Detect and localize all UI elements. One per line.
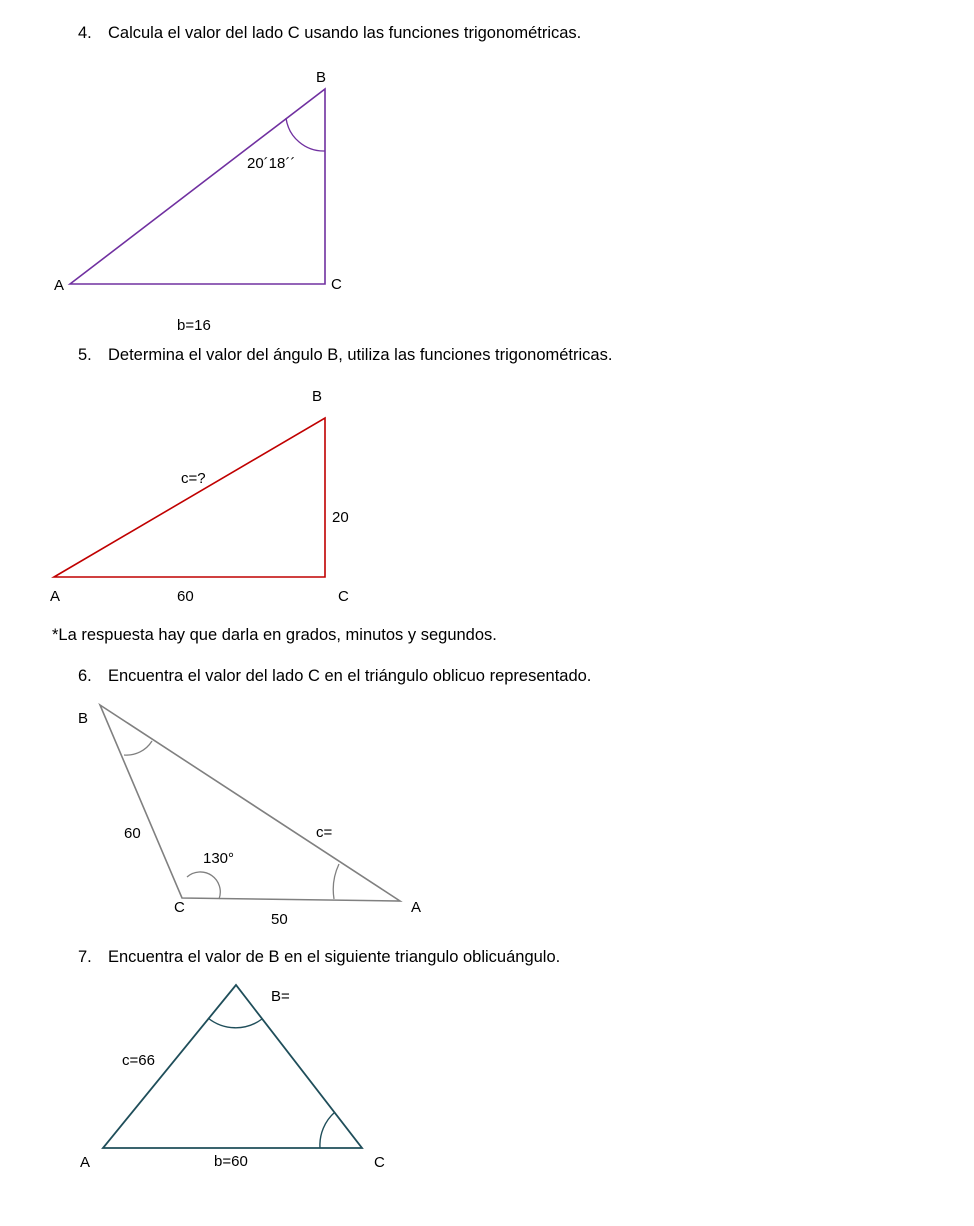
side-c-label: c=66 <box>122 1052 155 1069</box>
question-text: Encuentra el valor del lado C en el triángulo oblicuo representado. <box>108 667 592 685</box>
vertex-b-label: B <box>78 710 89 727</box>
angle-b-value: 20´18´´ <box>247 155 296 172</box>
question-text: Encuentra el valor de B en el siguiente triangulo oblicuángulo. <box>108 948 561 966</box>
vertex-a-label: A <box>50 588 61 605</box>
vertex-c-label: C <box>338 588 349 605</box>
question-text: Determina el valor del ángulo B, utiliza las funciones trigonométricas. <box>108 346 613 364</box>
question-number: 4. <box>78 24 92 42</box>
vertex-c-label: C <box>174 899 185 916</box>
vertex-a-label: A <box>411 899 422 916</box>
angle-c-arc <box>320 1112 335 1148</box>
angle-c-value: 130° <box>203 850 235 867</box>
side-c-label: c= <box>316 824 333 841</box>
vertex-b-label: B <box>312 388 323 405</box>
vertex-b-label: B <box>316 69 327 86</box>
vertex-a-label: A <box>54 277 65 294</box>
question-number: 5. <box>78 346 92 364</box>
angle-b-arc <box>208 1018 262 1028</box>
side-bc-label: 20 <box>332 509 349 526</box>
side-b-label: b=60 <box>214 1153 248 1170</box>
question-number: 6. <box>78 667 92 685</box>
angle-b-label: B= <box>271 988 290 1005</box>
answer-note: *La respuesta hay que darla en grados, minutos y segundos. <box>52 626 497 644</box>
side-ac-label: 60 <box>177 588 194 605</box>
vertex-c-label: C <box>374 1154 385 1171</box>
side-bc-label: 60 <box>124 825 141 842</box>
side-c-label: c=? <box>181 470 206 487</box>
side-b-label: b=16 <box>177 317 211 334</box>
question-text: Calcula el valor del lado C usando las funciones trigonométricas. <box>108 24 582 42</box>
vertex-c-label: C <box>331 276 342 293</box>
question-number: 7. <box>78 948 92 966</box>
vertex-a-label: A <box>80 1154 91 1171</box>
side-ca-label: 50 <box>271 911 288 928</box>
